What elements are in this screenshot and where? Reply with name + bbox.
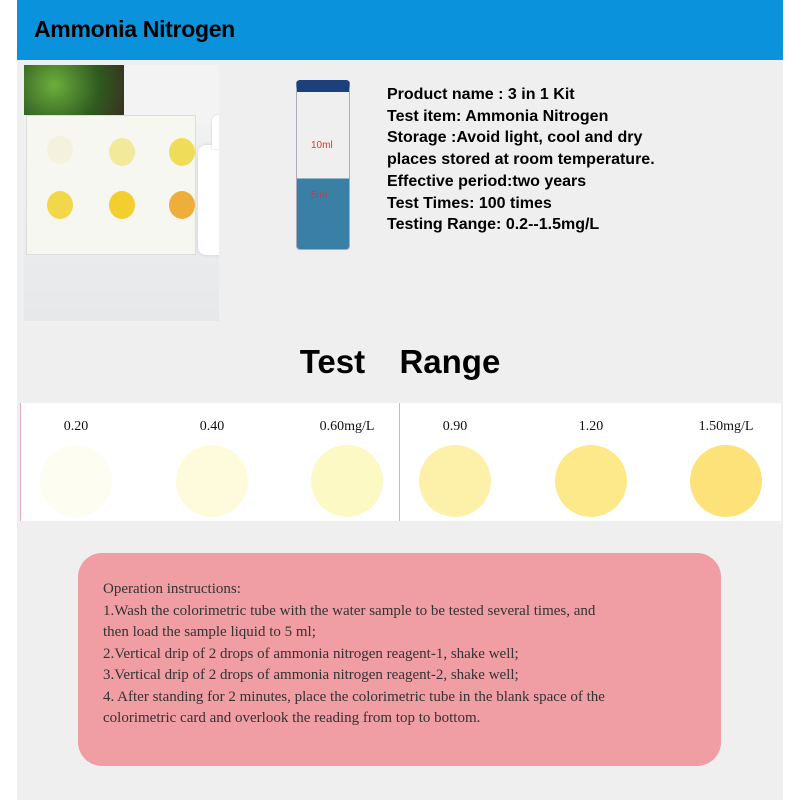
instruction-line: 3.Vertical drip of 2 drops of ammonia nitrogen reagent-2, shake well;	[103, 667, 519, 683]
card-dot	[169, 191, 195, 219]
swatch-color	[690, 445, 762, 517]
card-dot	[169, 138, 195, 166]
color-card	[26, 115, 196, 255]
operation-instructions	[78, 553, 721, 766]
swatch-label: 0.90	[442, 419, 468, 434]
swatch	[531, 403, 651, 517]
tube-label-5ml: 5ml	[311, 190, 328, 201]
product-photo	[24, 65, 219, 321]
swatch-label: 0.40	[199, 419, 225, 434]
swatch-color	[311, 445, 383, 517]
plant-decoration	[24, 65, 124, 115]
swatch	[666, 403, 786, 517]
swatch-color	[555, 445, 627, 517]
tube-label-10ml: 10ml	[311, 140, 333, 151]
swatch-color	[176, 445, 248, 517]
card-dot	[109, 138, 135, 166]
info-line: Storage :Avoid light, cool and dry	[387, 129, 643, 147]
reagent-bottle-1	[198, 145, 219, 255]
product-info	[387, 84, 655, 236]
instruction-line: colorimetric card and overlook the reading from top to bottom.	[103, 710, 481, 726]
instruction-line: 2.Vertical drip of 2 drops of ammonia nitrogen reagent-1, shake well;	[103, 645, 519, 662]
test-range-title: Test Range	[299, 343, 501, 380]
swatch	[152, 403, 272, 517]
info-line: Product name : 3 in 1 Kit	[387, 86, 575, 103]
swatch	[287, 403, 407, 517]
card-dot	[109, 191, 135, 219]
info-line: Effective period:two years	[387, 172, 587, 190]
card-dot	[47, 191, 73, 219]
instruction-line: 4. After standing for 2 minutes, place the colorimetric tube in the blank space of the	[103, 688, 605, 705]
info-line: Test Times: 100 times	[387, 194, 552, 212]
instruction-line: then load the sample liquid to 5 ml;	[103, 624, 316, 640]
swatch-color	[40, 445, 112, 517]
swatch-color	[419, 445, 491, 517]
swatch-label: 1.50mg/L	[698, 419, 754, 434]
swatch	[16, 403, 136, 517]
header-banner	[17, 0, 783, 60]
swatch	[395, 403, 515, 517]
card-dot	[47, 136, 73, 164]
swatch-label: 0.60mg/L	[319, 419, 375, 434]
swatch-label: 0.20	[63, 419, 89, 434]
info-line: Test item: Ammonia Nitrogen	[387, 107, 609, 125]
instruction-line: 1.Wash the colorimetric tube with the water sample to be tested several times, and	[103, 602, 596, 619]
colorimetric-tube	[296, 80, 350, 250]
info-line: places stored at room temperature.	[387, 151, 655, 169]
page-title: Ammonia Nitrogen	[34, 16, 235, 42]
swatch-label: 1.20	[578, 419, 604, 434]
color-swatch-strip	[20, 403, 781, 521]
info-line: Testing Range: 0.2--1.5mg/L	[387, 216, 600, 234]
instruction-line: Operation instructions:	[103, 581, 241, 597]
